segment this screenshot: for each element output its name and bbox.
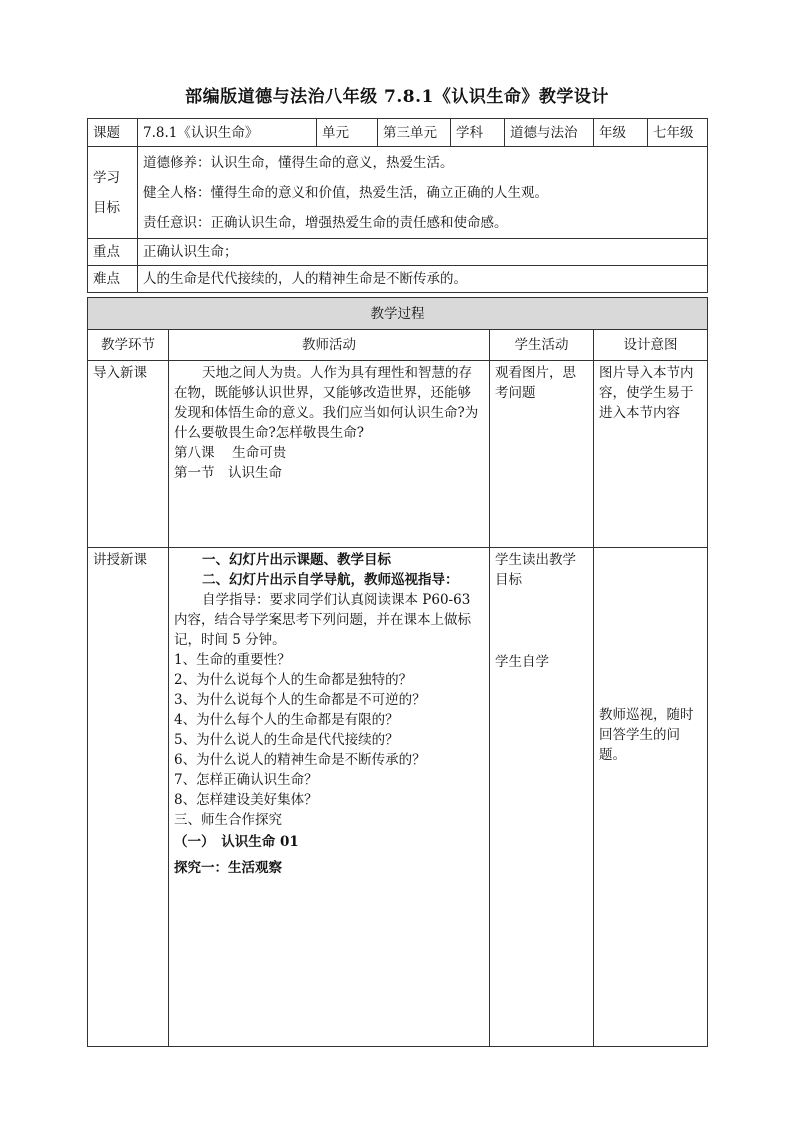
difficulty-label: 难点 [88,266,138,293]
nianji-label: 年级 [594,119,648,147]
goal-label [88,147,138,239]
teach-student [490,548,594,1047]
question-item: 1、生命的重要性？ [174,652,291,668]
goal-item: 健全人格：懂得生命的意义和价值，热爱生活，确立正确的人生观。 [143,184,548,201]
question-item: 6、为什么说人的精神生命是不断传承的？ [174,752,426,768]
col-header-stage: 教学环节 [88,330,169,361]
teach-sub1: （一） 认识生命 01 [174,834,299,850]
intro-stage: 导入新课 [88,361,169,548]
goal-item: 责任意识：正确认识生命，增强热爱生命的责任感和使命感。 [143,214,508,231]
teach-sub2: 探究一：生活观察 [174,860,282,876]
page-title: 部编版道德与法治八年级 7.8.1《认识生命》教学设计 [185,87,609,107]
process-header: 教学过程 [88,298,708,330]
question-item: 5、为什么说人的生命是代代接续的？ [174,732,399,748]
intro-design: 图片导入本节内容，使学生易于进入本节内容 [594,361,708,548]
key-value: 正确认识生命； [138,239,708,266]
info-table [87,118,708,293]
difficulty-value: 人的生命是代代接续的，人的精神生命是不断传承的。 [138,266,708,293]
teach-teacher [169,548,490,1047]
question-item: 2、为什么说每个人的生命都是独特的？ [174,672,413,688]
teach-student-2: 学生自学 [495,654,549,670]
col-header-design: 设计意图 [594,330,708,361]
keti-label: 课题 [88,119,138,147]
question-item: 8、怎样建设美好集体？ [174,792,318,808]
teach-stage: 讲授新课 [88,548,169,1047]
goal-label-line2: 目标 [93,199,120,216]
nianji-value: 七年级 [648,119,708,147]
keti-value: 7.8.1《认识生命》 [138,119,317,147]
question-item: 7、怎样正确认识生命？ [174,772,318,788]
xueke-value: 道德与法治 [505,119,594,147]
question-item: 4、为什么每个人的生命都是有限的？ [174,712,399,728]
danyuan-value: 第三单元 [378,119,451,147]
teach-design [594,548,708,1047]
goal-label-line1: 学习 [93,169,120,186]
goal-item: 道德修养：认识生命，懂得生命的意义，热爱生活。 [143,154,454,171]
intro-student: 观看图片，思考问题 [490,361,594,548]
key-label: 重点 [88,239,138,266]
intro-paragraph: 天地之间人为贵。人作为具有理性和智慧的存在物，既能够认识世界，又能够改造世界，还能够发现和体悟生命的意义。我们应当如何认识生命?为什么要敬畏生命?怎样敬畏生命? [174,365,479,441]
col-header-teacher: 教师活动 [169,330,490,361]
intro-section: 第一节 认识生命 [174,465,282,481]
teach-step1: 一、幻灯片出示课题、教学目标 [202,552,391,568]
col-header-student: 学生活动 [490,330,594,361]
teach-step3: 三、师生合作探究 [174,812,282,828]
process-table [87,297,708,1047]
teach-step2: 二、幻灯片出示自学导航，教师巡视指导： [202,572,459,588]
intro-teacher [169,361,490,548]
question-item: 3、为什么说每个人的生命都是不可逆的？ [174,692,426,708]
danyuan-label: 单元 [317,119,378,147]
intro-lesson: 第八课 生命可贵 [174,445,287,461]
teach-design-text: 教师巡视，随时回答学生的问题。 [599,707,694,763]
teach-student-1: 学生读出教学目标 [495,552,576,588]
goal-list [138,147,708,239]
teach-guide: 自学指导：要求同学们认真阅读课本 P60-63 内容，结合导学案思考下列问题，并在课本上做标记，时间 5 分钟。 [174,592,471,648]
xueke-label: 学科 [451,119,505,147]
